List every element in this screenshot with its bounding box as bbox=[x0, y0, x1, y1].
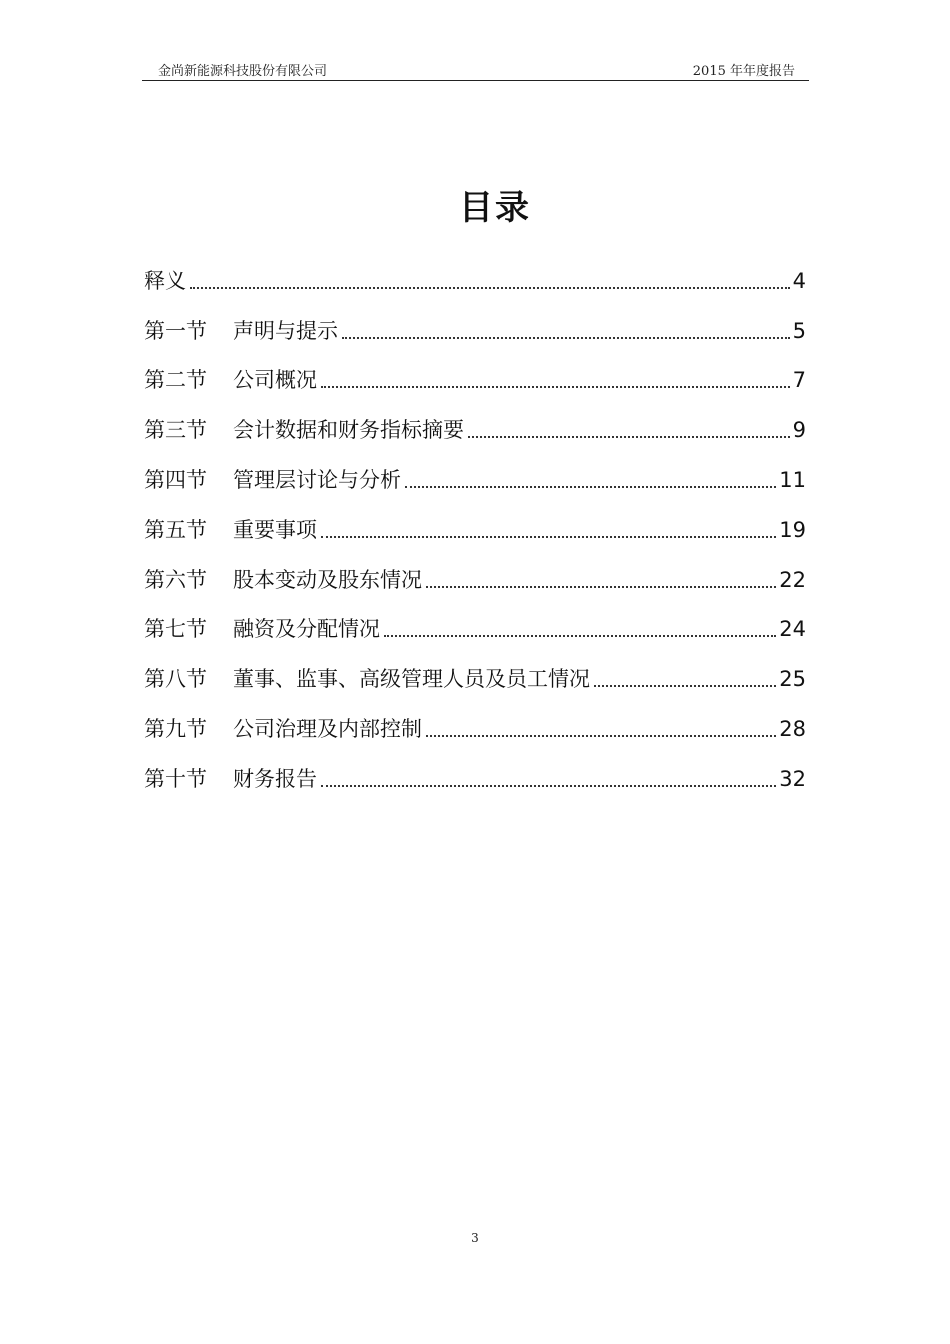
toc-entry-page: 24 bbox=[779, 617, 806, 642]
toc-entry-definitions[interactable] bbox=[144, 248, 806, 298]
toc-entry-page: 11 bbox=[779, 467, 806, 492]
toc-dot-leader bbox=[321, 536, 776, 538]
toc-entry-label: 重要事项 bbox=[233, 517, 317, 542]
toc-entry-section-1[interactable] bbox=[144, 298, 806, 348]
toc-dot-leader bbox=[468, 436, 790, 438]
toc-entry-section-10[interactable] bbox=[144, 746, 806, 796]
toc-entry-label: 财务报告 bbox=[233, 766, 317, 791]
toc-entry-page: 5 bbox=[792, 318, 806, 343]
toc-entry-section-4[interactable] bbox=[144, 447, 806, 497]
toc-entry-section: 第四节 bbox=[144, 467, 207, 492]
toc-entry-page: 22 bbox=[779, 567, 806, 592]
toc-entry-label: 声明与提示 bbox=[233, 318, 338, 343]
page-number: 3 bbox=[471, 1231, 479, 1245]
toc-list bbox=[144, 248, 806, 796]
toc-entry-section: 第一节 bbox=[144, 318, 207, 343]
toc-dot-leader bbox=[384, 635, 776, 637]
toc-dot-leader bbox=[405, 486, 776, 488]
header-company-name: 金尚新能源科技股份有限公司 bbox=[158, 64, 328, 79]
toc-entry-section-8[interactable] bbox=[144, 646, 806, 696]
header-report-title: 2015 年年度报告 bbox=[692, 64, 795, 79]
toc-entry-label: 公司概况 bbox=[233, 368, 317, 393]
toc-entry-label: 融资及分配情况 bbox=[233, 617, 380, 642]
toc-dot-leader bbox=[342, 337, 790, 339]
toc-entry-label: 释义 bbox=[144, 268, 186, 293]
toc-entry-section-2[interactable] bbox=[144, 348, 806, 398]
toc-dot-leader bbox=[190, 287, 790, 289]
toc-dot-leader bbox=[321, 785, 776, 787]
toc-dot-leader bbox=[594, 685, 776, 687]
toc-entry-section: 第二节 bbox=[144, 368, 207, 393]
toc-entry-label: 公司治理及内部控制 bbox=[233, 716, 422, 741]
toc-entry-section-9[interactable] bbox=[144, 696, 806, 746]
toc-entry-section-7[interactable] bbox=[144, 597, 806, 647]
toc-entry-page: 7 bbox=[792, 368, 806, 393]
toc-entry-label: 股本变动及股东情况 bbox=[233, 567, 422, 592]
toc-dot-leader bbox=[426, 735, 776, 737]
toc-entry-page: 9 bbox=[792, 418, 806, 443]
toc-entry-label: 董事、监事、高级管理人员及员工情况 bbox=[233, 667, 590, 692]
page-header bbox=[142, 58, 809, 81]
toc-entry-page: 32 bbox=[779, 766, 806, 791]
toc-entry-page: 28 bbox=[779, 716, 806, 741]
toc-dot-leader bbox=[426, 586, 776, 588]
toc-entry-section: 第八节 bbox=[144, 667, 207, 692]
toc-entry-section: 第三节 bbox=[144, 418, 207, 443]
toc-entry-section-3[interactable] bbox=[144, 397, 806, 447]
toc-entry-page: 25 bbox=[779, 667, 806, 692]
toc-title: 目录 bbox=[459, 188, 531, 228]
toc-entry-page: 4 bbox=[792, 268, 806, 293]
toc-entry-section: 第十节 bbox=[144, 766, 207, 791]
toc-entry-section: 第七节 bbox=[144, 617, 207, 642]
toc-entry-section: 第五节 bbox=[144, 517, 207, 542]
toc-entry-section: 第六节 bbox=[144, 567, 207, 592]
toc-entry-page: 19 bbox=[779, 517, 806, 542]
toc-dot-leader bbox=[321, 386, 790, 388]
toc-entry-section-6[interactable] bbox=[144, 547, 806, 597]
toc-entry-section-5[interactable] bbox=[144, 497, 806, 547]
toc-entry-section: 第九节 bbox=[144, 716, 207, 741]
toc-entry-label: 管理层讨论与分析 bbox=[233, 467, 401, 492]
toc-entry-label: 会计数据和财务指标摘要 bbox=[233, 418, 464, 443]
